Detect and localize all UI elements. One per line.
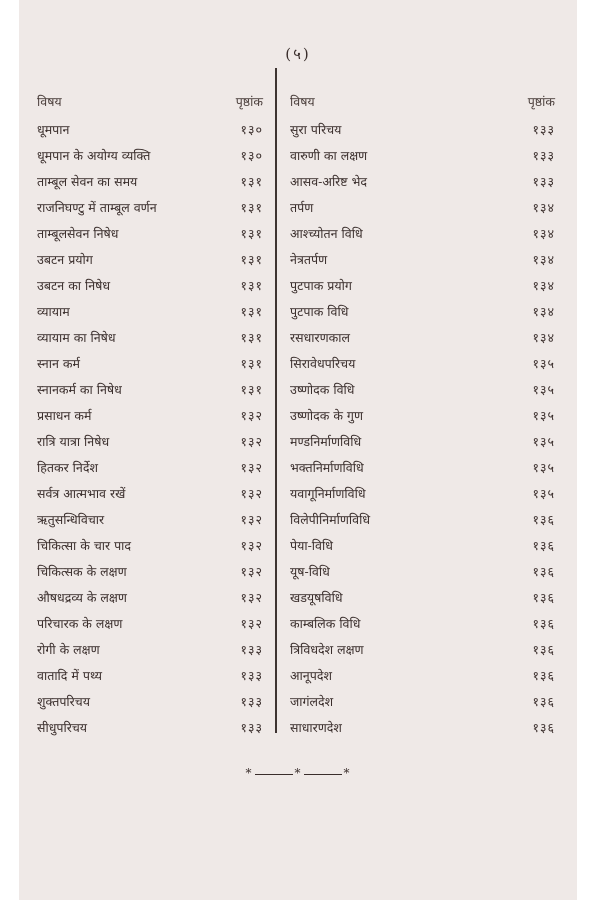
toc-entry-title: भक्तनिर्माणविधि [290,459,364,475]
toc-entry-page: १३४ [532,277,555,293]
toc-entry-page: १३१ [240,355,263,371]
toc-entry-title: उबटन प्रयोग [37,251,93,267]
toc-row [37,402,263,428]
toc-entry-title: राजनिघण्टु में ताम्बूल वर्णन [37,199,157,215]
toc-row [290,506,555,532]
toc-row [37,714,263,740]
toc-entry-title: पेया-विधि [290,537,333,553]
toc-entry-page: १३४ [532,303,555,319]
toc-row [37,142,263,168]
toc-entry-page: १३३ [240,719,263,735]
toc-entry-title: धूमपान के अयोग्य व्यक्ति [37,147,151,163]
toc-entry-title: चिकित्सा के चार पाद [37,537,132,553]
toc-row [290,428,555,454]
toc-row [290,610,555,636]
toc-row [290,246,555,272]
toc-entry-page: १३० [240,147,263,163]
toc-entry-page: १३६ [532,667,555,683]
toc-entry-title: प्रसाधन कर्म [37,407,92,423]
toc-entry-title: सर्वत्र आत्मभाव रखें [37,485,126,501]
toc-row [290,376,555,402]
toc-entry-title: वातादि में पथ्य [37,667,103,683]
toc-row [37,194,263,220]
ornament-star: * [245,766,253,780]
toc-entry-title: स्नानकर्म का निषेध [37,381,122,397]
toc-row [37,272,263,298]
toc-entry-page: १३१ [240,173,263,189]
toc-entry-page: १३४ [532,225,555,241]
toc-entry-title: उबटन का निषेध [37,277,111,293]
toc-row [290,194,555,220]
toc-entry-page: १३५ [532,407,555,423]
toc-entry-title: ताम्बूलसेवन निषेध [37,225,119,241]
toc-row [37,298,263,324]
toc-row [37,428,263,454]
toc-row [37,350,263,376]
toc-entry-title: त्रिविधदेश लक्षण [290,641,364,657]
toc-entry-title: औषधद्रव्य के लक्षण [37,589,127,605]
toc-right-column [290,86,555,740]
toc-entry-title: व्यायाम का निषेध [37,329,116,345]
toc-row [37,324,263,350]
toc-row [290,636,555,662]
toc-entry-title: चिकित्सक के लक्षण [37,563,127,579]
toc-entry-page: १३३ [240,693,263,709]
toc-entry-title: यूष-विधि [290,563,330,579]
toc-entry-page: १३६ [532,615,555,631]
toc-row [37,246,263,272]
toc-entry-page: १३२ [240,459,263,475]
toc-entry-title: तर्पण [290,199,314,215]
toc-row [290,168,555,194]
toc-row [290,558,555,584]
toc-entry-title: पुटपाक विधि [290,303,349,319]
toc-entry-title: आश्च्योतन विधि [290,225,363,241]
toc-row [290,454,555,480]
header-subject: विषय [290,93,315,109]
toc-row [290,584,555,610]
toc-row [290,688,555,714]
toc-entry-title: मण्डनिर्माणविधि [290,433,362,449]
toc-row [290,662,555,688]
toc-entry-page: १३२ [240,589,263,605]
column-divider [275,68,277,733]
toc-entry-title: रात्रि यात्रा निषेध [37,433,110,449]
toc-entry-page: १३६ [532,641,555,657]
toc-row [290,402,555,428]
toc-row [37,116,263,142]
toc-entry-title: शुक्तपरिचय [37,693,90,709]
toc-entry-title: व्यायाम [37,303,70,319]
toc-entry-title: विलेपीनिर्माणविधि [290,511,371,527]
toc-entry-page: १३० [240,121,263,137]
toc-entry-page: १३१ [240,381,263,397]
toc-entry-title: ताम्बूल सेवन का समय [37,173,138,189]
toc-entry-page: १३२ [240,407,263,423]
toc-entry-page: १३१ [240,251,263,267]
toc-entry-page: १३२ [240,433,263,449]
toc-entry-title: हितकर निर्देश [37,459,98,475]
toc-entry-title: आसव-अरिष्ट भेद [290,173,367,189]
toc-row [37,688,263,714]
toc-row [290,220,555,246]
toc-row [37,532,263,558]
toc-row [290,480,555,506]
toc-row [37,220,263,246]
toc-entry-title: ऋतुसन्धिविचार [37,511,105,527]
toc-entry-page: १३५ [532,485,555,501]
toc-rows [290,116,555,740]
toc-entry-title: काम्बलिक विधि [290,615,361,631]
toc-entry-title: जागंलदेश [290,693,334,709]
toc-entry-page: १३१ [240,329,263,345]
toc-entry-page: १३६ [532,537,555,553]
toc-entry-page: १३२ [240,615,263,631]
toc-row [37,168,263,194]
toc-row [37,506,263,532]
toc-entry-title: साधारणदेश [290,719,342,735]
toc-entry-title: नेत्रतर्पण [290,251,328,267]
toc-entry-title: उष्णोदक विधि [290,381,355,397]
toc-entry-page: १३१ [240,225,263,241]
toc-entry-title: पुटपाक प्रयोग [290,277,352,293]
header-page: पृष्ठांक [527,93,555,109]
toc-rows [37,116,263,740]
book-page [19,0,577,900]
toc-entry-page: १३२ [240,537,263,553]
toc-row [290,142,555,168]
toc-row [37,454,263,480]
toc-entry-title: यवागूनिर्माणविधि [290,485,366,501]
toc-entry-page: १३४ [532,251,555,267]
toc-row [290,324,555,350]
ornament-dash [304,774,342,775]
toc-row [37,558,263,584]
toc-entry-page: १३४ [532,199,555,215]
toc-entry-page: १३३ [532,147,555,163]
toc-row [37,584,263,610]
toc-row [37,636,263,662]
toc-entry-title: रोगी के लक्षण [37,641,100,657]
toc-row [37,480,263,506]
toc-entry-page: १३५ [532,355,555,371]
toc-entry-page: १३४ [532,329,555,345]
ornament-star: * [343,766,351,780]
toc-entry-title: रसधारणकाल [290,329,350,345]
page-number: (५) [285,45,311,63]
toc-entry-page: १३६ [532,589,555,605]
toc-entry-title: खडयूषविधि [290,589,343,605]
toc-entry-page: १३१ [240,303,263,319]
toc-entry-title: स्नान कर्म [37,355,80,371]
toc-header [37,86,263,116]
toc-entry-page: १३६ [532,563,555,579]
ornament-star: * [294,766,302,780]
toc-row [37,662,263,688]
toc-row [290,350,555,376]
toc-entry-page: १३३ [532,121,555,137]
toc-row [290,532,555,558]
toc-entry-title: धूमपान [37,121,70,137]
toc-entry-title: सुरा परिचय [290,121,342,137]
toc-left-column [37,86,263,740]
toc-entry-title: उष्णोदक के गुण [290,407,364,423]
toc-entry-page: १३१ [240,277,263,293]
toc-entry-page: १३६ [532,511,555,527]
toc-entry-page: १३५ [532,459,555,475]
header-subject: विषय [37,93,62,109]
toc-row [290,272,555,298]
toc-entry-page: १३२ [240,485,263,501]
toc-entry-page: १३५ [532,433,555,449]
toc-entry-page: १३३ [532,173,555,189]
toc-row [37,610,263,636]
toc-entry-title: आनूपदेश [290,667,332,683]
toc-row [290,714,555,740]
toc-entry-page: १३१ [240,199,263,215]
toc-row [290,298,555,324]
end-ornament [19,766,577,780]
toc-entry-page: १३५ [532,381,555,397]
toc-header [290,86,555,116]
toc-entry-page: १३६ [532,719,555,735]
ornament-dash [255,774,293,775]
toc-entry-page: १३२ [240,511,263,527]
toc-row [290,116,555,142]
toc-entry-title: परिचारक के लक्षण [37,615,123,631]
toc-entry-title: सिरावेधपरिचय [290,355,356,371]
toc-entry-title: सीधुपरिचय [37,719,88,735]
toc-entry-page: १३२ [240,563,263,579]
toc-entry-page: १३३ [240,641,263,657]
toc-entry-page: १३३ [240,667,263,683]
header-page: पृष्ठांक [235,93,263,109]
toc-row [37,376,263,402]
toc-entry-page: १३६ [532,693,555,709]
toc-entry-title: वारुणी का लक्षण [290,147,368,163]
